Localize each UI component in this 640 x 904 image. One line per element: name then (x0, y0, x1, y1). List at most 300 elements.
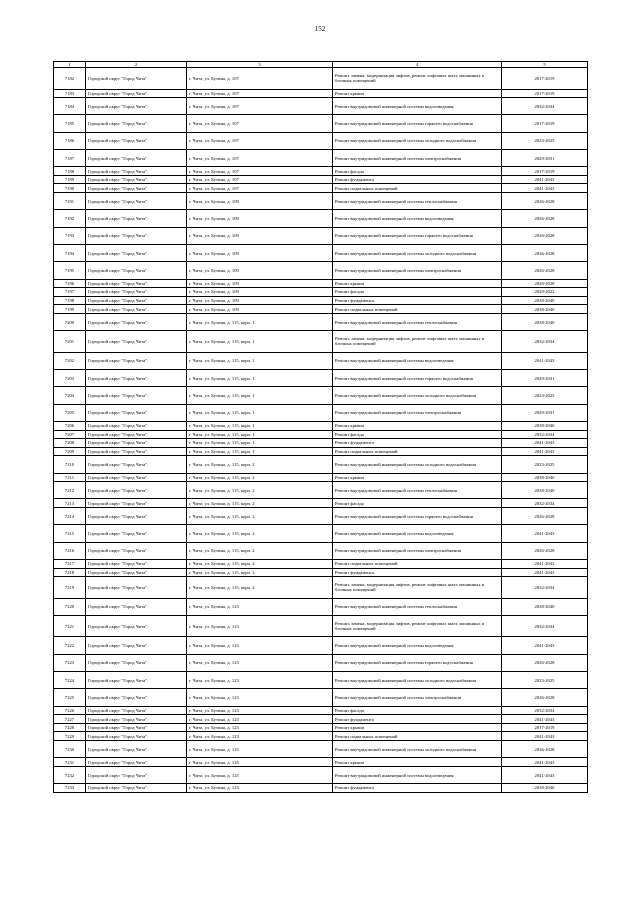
municipality-cell: Городской округ "Город Чита" (86, 210, 187, 227)
period-cell: 2041-2043 (502, 637, 588, 654)
municipality-cell: Городской округ "Город Чита" (86, 89, 187, 98)
work-type-cell: Ремонт крыши (333, 279, 502, 288)
address-cell: г. Чита, ул. Бутина, д. 115, корп. 1 (187, 387, 333, 404)
period-cell: 2041-2043 (502, 175, 588, 184)
address-cell: г. Чита, ул. Бутина, д. 115, корп. 2 (187, 525, 333, 542)
municipality-cell: Городской округ "Город Чита" (86, 706, 187, 715)
period-cell: 2020-2022 (502, 288, 588, 297)
row-number-cell: 7211 (54, 473, 86, 482)
address-cell: г. Чита, ул. Бутина, д. 125 (187, 766, 333, 783)
work-type-cell: Ремонт фасада (333, 167, 502, 176)
address-cell: г. Чита, ул. Бутина, д. 123 (187, 654, 333, 671)
address-cell: г. Чита, ул. Бутина, д. 123 (187, 706, 333, 715)
row-number-cell: 7217 (54, 559, 86, 568)
row-number-cell: 7221 (54, 615, 86, 637)
table-row (54, 227, 588, 244)
table-row (54, 723, 588, 732)
municipality-cell: Городской округ "Город Чита" (86, 313, 187, 330)
address-cell: г. Чита, ул. Бутина, д. 123 (187, 598, 333, 615)
row-number-cell: 7196 (54, 279, 86, 288)
row-number-cell: 7232 (54, 766, 86, 783)
work-type-cell: Ремонт внутридомовой инженерной системы горячего водоснабжения (333, 654, 502, 671)
row-number-cell: 7189 (54, 175, 86, 184)
work-type-cell: Ремонт фундамента (333, 568, 502, 577)
column-header: 5 (502, 62, 588, 68)
municipality-cell: Городской округ "Город Чита" (86, 508, 187, 525)
work-type-cell: Ремонт, замена, модернизация лифтов, ремонт лифтовых шахт, машинных и блочных помещений (333, 331, 502, 353)
address-cell: г. Чита, ул. Бутина, д. 109 (187, 296, 333, 305)
address-cell: г. Чита, ул. Бутина, д. 107 (187, 132, 333, 149)
table-row (54, 68, 588, 90)
municipality-cell: Городской округ "Город Чита" (86, 387, 187, 404)
address-cell: г. Чита, ул. Бутина, д. 115, корп. 1 (187, 404, 333, 421)
work-type-cell: Ремонт подвальных помещений (333, 305, 502, 314)
work-type-cell: Ремонт фасада (333, 499, 502, 508)
row-number-cell: 7220 (54, 598, 86, 615)
municipality-cell: Городской округ "Город Чита" (86, 715, 187, 724)
municipality-cell: Городской округ "Город Чита" (86, 132, 187, 149)
work-type-cell: Ремонт внутридомовой инженерной системы водоотведения (333, 352, 502, 369)
work-type-cell: Ремонт внутридомовой инженерной системы холодного водоснабжения (333, 387, 502, 404)
table-row (54, 331, 588, 353)
address-cell: г. Чита, ул. Бутина, д. 107 (187, 68, 333, 90)
row-number-cell: 7204 (54, 387, 86, 404)
row-number-cell: 7216 (54, 542, 86, 559)
work-type-cell: Ремонт крыши (333, 421, 502, 430)
row-number-cell: 7215 (54, 525, 86, 542)
row-number-cell: 7186 (54, 132, 86, 149)
table-row (54, 689, 588, 706)
address-cell: г. Чита, ул. Бутина, д. 125 (187, 758, 333, 767)
table-row (54, 598, 588, 615)
municipality-cell: Городской округ "Город Чита" (86, 68, 187, 90)
municipality-cell: Городской округ "Город Чита" (86, 404, 187, 421)
work-type-cell: Ремонт крыши (333, 723, 502, 732)
table-row (54, 370, 588, 387)
period-cell: 2038-2040 (502, 313, 588, 330)
municipality-cell: Городской округ "Город Чита" (86, 758, 187, 767)
work-type-cell: Ремонт внутридомовой инженерной системы горячего водоснабжения (333, 508, 502, 525)
period-cell: 2026-2028 (502, 193, 588, 210)
municipality-cell: Городской округ "Город Чита" (86, 741, 187, 758)
work-type-cell: Ремонт, замена, модернизация лифтов, ремонт лифтовых шахт, машинных и блочных помещений (333, 577, 502, 599)
period-cell: 2038-2040 (502, 473, 588, 482)
column-header: 1 (54, 62, 86, 68)
municipality-cell: Городской округ "Город Чита" (86, 115, 187, 132)
municipality-cell: Городской округ "Город Чита" (86, 456, 187, 473)
municipality-cell: Городской округ "Город Чита" (86, 447, 187, 456)
row-number-cell: 7191 (54, 193, 86, 210)
row-number-cell: 7200 (54, 313, 86, 330)
municipality-cell: Городской округ "Город Чита" (86, 689, 187, 706)
municipality-cell: Городской округ "Город Чита" (86, 193, 187, 210)
row-number-cell: 7192 (54, 210, 86, 227)
table-row (54, 577, 588, 599)
municipality-cell: Городской округ "Город Чита" (86, 473, 187, 482)
table-row (54, 193, 588, 210)
address-cell: г. Чита, ул. Бутина, д. 115, корп. 1 (187, 447, 333, 456)
address-cell: г. Чита, ул. Бутина, д. 107 (187, 115, 333, 132)
row-number-cell: 7214 (54, 508, 86, 525)
period-cell: 2032-2034 (502, 430, 588, 439)
row-number-cell: 7195 (54, 262, 86, 279)
row-number-cell: 7222 (54, 637, 86, 654)
municipality-cell: Городской округ "Город Чита" (86, 542, 187, 559)
table-row (54, 447, 588, 456)
table-row (54, 525, 588, 542)
table-row (54, 615, 588, 637)
period-cell: 2023-2025 (502, 132, 588, 149)
period-cell: 2026-2028 (502, 210, 588, 227)
row-number-cell: 7230 (54, 741, 86, 758)
table-row (54, 305, 588, 314)
period-cell: 2038-2040 (502, 784, 588, 793)
table-row (54, 654, 588, 671)
table-row (54, 115, 588, 132)
row-number-cell: 7209 (54, 447, 86, 456)
row-number-cell: 7229 (54, 732, 86, 741)
capital-repair-table (53, 61, 588, 793)
municipality-cell: Городской округ "Город Чита" (86, 723, 187, 732)
work-type-cell: Ремонт внутридомовой инженерной системы теплоснабжения (333, 193, 502, 210)
table-row (54, 758, 588, 767)
period-cell: 2026-2028 (502, 741, 588, 758)
address-cell: г. Чита, ул. Бутина, д. 115, корп. 1 (187, 313, 333, 330)
address-cell: г. Чита, ул. Бутина, д. 109 (187, 210, 333, 227)
address-cell: г. Чита, ул. Бутина, д. 123 (187, 723, 333, 732)
work-type-cell: Ремонт фасада (333, 288, 502, 297)
row-number-cell: 7182 (54, 68, 86, 90)
row-number-cell: 7203 (54, 370, 86, 387)
work-type-cell: Ремонт внутридомовой инженерной системы электроснабжения (333, 262, 502, 279)
period-cell: 2026-2028 (502, 227, 588, 244)
period-cell: 2032-2034 (502, 98, 588, 115)
row-number-cell: 7208 (54, 439, 86, 448)
municipality-cell: Городской округ "Город Чита" (86, 370, 187, 387)
period-cell: 2032-2034 (502, 615, 588, 637)
row-number-cell: 7207 (54, 430, 86, 439)
address-cell: г. Чита, ул. Бутина, д. 115, корп. 2 (187, 456, 333, 473)
row-number-cell: 7205 (54, 404, 86, 421)
work-type-cell: Ремонт фасада (333, 430, 502, 439)
row-number-cell: 7223 (54, 654, 86, 671)
work-type-cell: Ремонт внутридомовой инженерной системы теплоснабжения (333, 482, 502, 499)
work-type-cell: Ремонт внутридомовой инженерной системы водоотведения (333, 98, 502, 115)
row-number-cell: 7206 (54, 421, 86, 430)
municipality-cell: Городской округ "Город Чита" (86, 766, 187, 783)
municipality-cell: Городской округ "Город Чита" (86, 577, 187, 599)
period-cell: 2026-2028 (502, 279, 588, 288)
period-cell: 2041-2043 (502, 715, 588, 724)
row-number-cell: 7185 (54, 115, 86, 132)
period-cell: 2029-2031 (502, 370, 588, 387)
work-type-cell: Ремонт внутридомовой инженерной системы холодного водоснабжения (333, 244, 502, 261)
work-type-cell: Ремонт внутридомовой инженерной системы теплоснабжения (333, 598, 502, 615)
work-type-cell: Ремонт крыши (333, 473, 502, 482)
row-number-cell: 7231 (54, 758, 86, 767)
table-row (54, 288, 588, 297)
municipality-cell: Городской округ "Город Чита" (86, 167, 187, 176)
table-row (54, 542, 588, 559)
period-cell: 2023-2025 (502, 387, 588, 404)
column-header: 4 (333, 62, 502, 68)
address-cell: г. Чита, ул. Бутина, д. 125 (187, 784, 333, 793)
row-number-cell: 7210 (54, 456, 86, 473)
period-cell: 2041-2043 (502, 758, 588, 767)
row-number-cell: 7219 (54, 577, 86, 599)
work-type-cell: Ремонт, замена, модернизация лифтов, ремонт лифтовых шахт, машинных и блочных помещений (333, 68, 502, 90)
table-row (54, 149, 588, 166)
table-row (54, 296, 588, 305)
municipality-cell: Городской округ "Город Чита" (86, 598, 187, 615)
work-type-cell: Ремонт внутридомовой инженерной системы холодного водоснабжения (333, 672, 502, 689)
table-row (54, 404, 588, 421)
municipality-cell: Городской округ "Город Чита" (86, 421, 187, 430)
work-type-cell: Ремонт крыши (333, 89, 502, 98)
address-cell: г. Чита, ул. Бутина, д. 109 (187, 288, 333, 297)
address-cell: г. Чита, ул. Бутина, д. 107 (187, 175, 333, 184)
address-cell: г. Чита, ул. Бутина, д. 109 (187, 244, 333, 261)
period-cell: 2041-2043 (502, 184, 588, 193)
address-cell: г. Чита, ул. Бутина, д. 115, корп. 2 (187, 473, 333, 482)
table-row (54, 98, 588, 115)
work-type-cell: Ремонт внутридомовой инженерной системы горячего водоснабжения (333, 115, 502, 132)
table-row (54, 456, 588, 473)
table-row (54, 421, 588, 430)
table-row (54, 439, 588, 448)
table-row (54, 637, 588, 654)
table-row (54, 706, 588, 715)
period-cell: 2017-2019 (502, 89, 588, 98)
address-cell: г. Чита, ул. Бутина, д. 123 (187, 732, 333, 741)
municipality-cell: Городской округ "Город Чита" (86, 175, 187, 184)
address-cell: г. Чита, ул. Бутина, д. 107 (187, 98, 333, 115)
period-cell: 2017-2019 (502, 167, 588, 176)
work-type-cell: Ремонт внутридомовой инженерной системы электроснабжения (333, 689, 502, 706)
table-row (54, 672, 588, 689)
row-number-cell: 7213 (54, 499, 86, 508)
table-row (54, 430, 588, 439)
municipality-cell: Городской округ "Город Чита" (86, 568, 187, 577)
municipality-cell: Городской округ "Город Чита" (86, 98, 187, 115)
row-number-cell: 7187 (54, 149, 86, 166)
address-cell: г. Чита, ул. Бутина, д. 115, корп. 2 (187, 559, 333, 568)
period-cell: 2041-2043 (502, 439, 588, 448)
municipality-cell: Городской округ "Город Чита" (86, 672, 187, 689)
table-row (54, 89, 588, 98)
column-header: 3 (187, 62, 333, 68)
period-cell: 2038-2040 (502, 296, 588, 305)
period-cell: 2041-2043 (502, 766, 588, 783)
address-cell: г. Чита, ул. Бутина, д. 115, корп. 2 (187, 568, 333, 577)
work-type-cell: Ремонт подвальных помещений (333, 447, 502, 456)
period-cell: 2026-2028 (502, 542, 588, 559)
table-row (54, 766, 588, 783)
address-cell: г. Чита, ул. Бутина, д. 109 (187, 262, 333, 279)
address-cell: г. Чита, ул. Бутина, д. 107 (187, 167, 333, 176)
table-row (54, 482, 588, 499)
municipality-cell: Городской округ "Город Чита" (86, 559, 187, 568)
period-cell: 2023-2025 (502, 672, 588, 689)
period-cell: 2026-2028 (502, 262, 588, 279)
municipality-cell: Городской округ "Город Чита" (86, 732, 187, 741)
work-type-cell: Ремонт внутридомовой инженерной системы водоотведения (333, 525, 502, 542)
work-type-cell: Ремонт крыши (333, 758, 502, 767)
table-row (54, 784, 588, 793)
row-number-cell: 7233 (54, 784, 86, 793)
table-row (54, 184, 588, 193)
address-cell: г. Чита, ул. Бутина, д. 115, корп. 2 (187, 508, 333, 525)
row-number-cell: 7224 (54, 672, 86, 689)
column-header: 2 (86, 62, 187, 68)
period-cell: 2029-2031 (502, 404, 588, 421)
municipality-cell: Городской округ "Город Чита" (86, 654, 187, 671)
table-row (54, 559, 588, 568)
work-type-cell: Ремонт внутридомовой инженерной системы холодного водоснабжения (333, 132, 502, 149)
address-cell: г. Чита, ул. Бутина, д. 109 (187, 227, 333, 244)
period-cell: 2026-2028 (502, 654, 588, 671)
work-type-cell: Ремонт внутридомовой инженерной системы горячего водоснабжения (333, 370, 502, 387)
table-row (54, 508, 588, 525)
work-type-cell: Ремонт внутридомовой инженерной системы горячего водоснабжения (333, 227, 502, 244)
address-cell: г. Чита, ул. Бутина, д. 115, корп. 2 (187, 499, 333, 508)
work-type-cell: Ремонт внутридомовой инженерной системы электроснабжения (333, 404, 502, 421)
municipality-cell: Городской округ "Город Чита" (86, 149, 187, 166)
period-cell: 2041-2043 (502, 525, 588, 542)
row-number-cell: 7183 (54, 89, 86, 98)
work-type-cell: Ремонт внутридомовой инженерной системы водоотведения (333, 210, 502, 227)
address-cell: г. Чита, ул. Бутина, д. 115, корп. 1 (187, 439, 333, 448)
work-type-cell: Ремонт внутридомовой инженерной системы электроснабжения (333, 542, 502, 559)
period-cell: 2026-2028 (502, 508, 588, 525)
row-number-cell: 7225 (54, 689, 86, 706)
table-row (54, 715, 588, 724)
period-cell: 2041-2043 (502, 568, 588, 577)
address-cell: г. Чита, ул. Бутина, д. 123 (187, 715, 333, 724)
period-cell: 2029-2031 (502, 149, 588, 166)
work-type-cell: Ремонт фундамента (333, 439, 502, 448)
address-cell: г. Чита, ул. Бутина, д. 115, корп. 1 (187, 352, 333, 369)
municipality-cell: Городской округ "Город Чита" (86, 244, 187, 261)
address-cell: г. Чита, ул. Бутина, д. 125 (187, 741, 333, 758)
table-row (54, 167, 588, 176)
table-row (54, 568, 588, 577)
work-type-cell: Ремонт, замена, модернизация лифтов, ремонт лифтовых шахт, машинных и блочных помещений (333, 615, 502, 637)
row-number-cell: 7194 (54, 244, 86, 261)
municipality-cell: Городской округ "Город Чита" (86, 430, 187, 439)
address-cell: г. Чита, ул. Бутина, д. 109 (187, 305, 333, 314)
address-cell: г. Чита, ул. Бутина, д. 123 (187, 689, 333, 706)
table-row (54, 279, 588, 288)
address-cell: г. Чита, ул. Бутина, д. 109 (187, 193, 333, 210)
page-number: 152 (314, 25, 326, 33)
period-cell: 2038-2040 (502, 598, 588, 615)
row-number-cell: 7190 (54, 184, 86, 193)
municipality-cell: Городской округ "Город Чита" (86, 279, 187, 288)
address-cell: г. Чита, ул. Бутина, д. 115, корп. 1 (187, 331, 333, 353)
municipality-cell: Городской округ "Город Чита" (86, 262, 187, 279)
row-number-cell: 7199 (54, 305, 86, 314)
work-type-cell: Ремонт внутридомовой инженерной системы водоотведения (333, 637, 502, 654)
municipality-cell: Городской округ "Город Чита" (86, 482, 187, 499)
municipality-cell: Городской округ "Город Чита" (86, 227, 187, 244)
municipality-cell: Городской округ "Город Чита" (86, 184, 187, 193)
municipality-cell: Городской округ "Город Чита" (86, 305, 187, 314)
address-cell: г. Чита, ул. Бутина, д. 115, корп. 1 (187, 421, 333, 430)
address-cell: г. Чита, ул. Бутина, д. 115, корп. 1 (187, 370, 333, 387)
address-cell: г. Чита, ул. Бутина, д. 107 (187, 149, 333, 166)
municipality-cell: Городской округ "Город Чита" (86, 352, 187, 369)
row-number-cell: 7184 (54, 98, 86, 115)
municipality-cell: Городской округ "Город Чита" (86, 525, 187, 542)
address-cell: г. Чита, ул. Бутина, д. 109 (187, 279, 333, 288)
period-cell: 2026-2028 (502, 689, 588, 706)
table-row (54, 210, 588, 227)
period-cell: 2032-2034 (502, 577, 588, 599)
period-cell: 2032-2034 (502, 499, 588, 508)
work-type-cell: Ремонт внутридомовой инженерной системы электроснабжения (333, 149, 502, 166)
municipality-cell: Городской округ "Город Чита" (86, 296, 187, 305)
address-cell: г. Чита, ул. Бутина, д. 115, корп. 2 (187, 482, 333, 499)
work-type-cell: Ремонт фундамента (333, 175, 502, 184)
address-cell: г. Чита, ул. Бутина, д. 115, корп. 1 (187, 430, 333, 439)
address-cell: г. Чита, ул. Бутина, д. 123 (187, 615, 333, 637)
period-cell: 2041-2043 (502, 352, 588, 369)
row-number-cell: 7197 (54, 288, 86, 297)
table-row (54, 132, 588, 149)
municipality-cell: Городской округ "Город Чита" (86, 499, 187, 508)
row-number-cell: 7226 (54, 706, 86, 715)
work-type-cell: Ремонт подвальных помещений (333, 184, 502, 193)
row-number-cell: 7212 (54, 482, 86, 499)
period-cell: 2017-2019 (502, 115, 588, 132)
period-cell: 2041-2043 (502, 732, 588, 741)
period-cell: 2038-2040 (502, 421, 588, 430)
address-cell: г. Чита, ул. Бутина, д. 123 (187, 637, 333, 654)
table-row (54, 387, 588, 404)
row-number-cell: 7202 (54, 352, 86, 369)
work-type-cell: Ремонт фундамента (333, 784, 502, 793)
period-cell: 2032-2034 (502, 706, 588, 715)
period-cell: 2017-2019 (502, 723, 588, 732)
row-number-cell: 7201 (54, 331, 86, 353)
period-cell: 2026-2028 (502, 244, 588, 261)
period-cell: 2017-2019 (502, 68, 588, 90)
table-row (54, 175, 588, 184)
row-number-cell: 7193 (54, 227, 86, 244)
row-number-cell: 7227 (54, 715, 86, 724)
municipality-cell: Городской округ "Город Чита" (86, 637, 187, 654)
period-cell: 2038-2040 (502, 482, 588, 499)
work-type-cell: Ремонт внутридомовой инженерной системы теплоснабжения (333, 313, 502, 330)
address-cell: г. Чита, ул. Бутина, д. 107 (187, 89, 333, 98)
municipality-cell: Городской округ "Город Чита" (86, 439, 187, 448)
work-type-cell: Ремонт внутридомовой инженерной системы холодного водоснабжения (333, 456, 502, 473)
work-type-cell: Ремонт внутридомовой инженерной системы водоотведения (333, 766, 502, 783)
row-number-cell: 7228 (54, 723, 86, 732)
address-cell: г. Чита, ул. Бутина, д. 123 (187, 672, 333, 689)
row-number-cell: 7188 (54, 167, 86, 176)
work-type-cell: Ремонт внутридомовой инженерной системы холодного водоснабжения (333, 741, 502, 758)
row-number-cell: 7198 (54, 296, 86, 305)
table-row (54, 741, 588, 758)
period-cell: 2041-2043 (502, 559, 588, 568)
table-row (54, 352, 588, 369)
address-cell: г. Чита, ул. Бутина, д. 115, корп. 2 (187, 542, 333, 559)
work-type-cell: Ремонт фундамента (333, 715, 502, 724)
address-cell: г. Чита, ул. Бутина, д. 107 (187, 184, 333, 193)
address-cell: г. Чита, ул. Бутина, д. 115, корп. 2 (187, 577, 333, 599)
